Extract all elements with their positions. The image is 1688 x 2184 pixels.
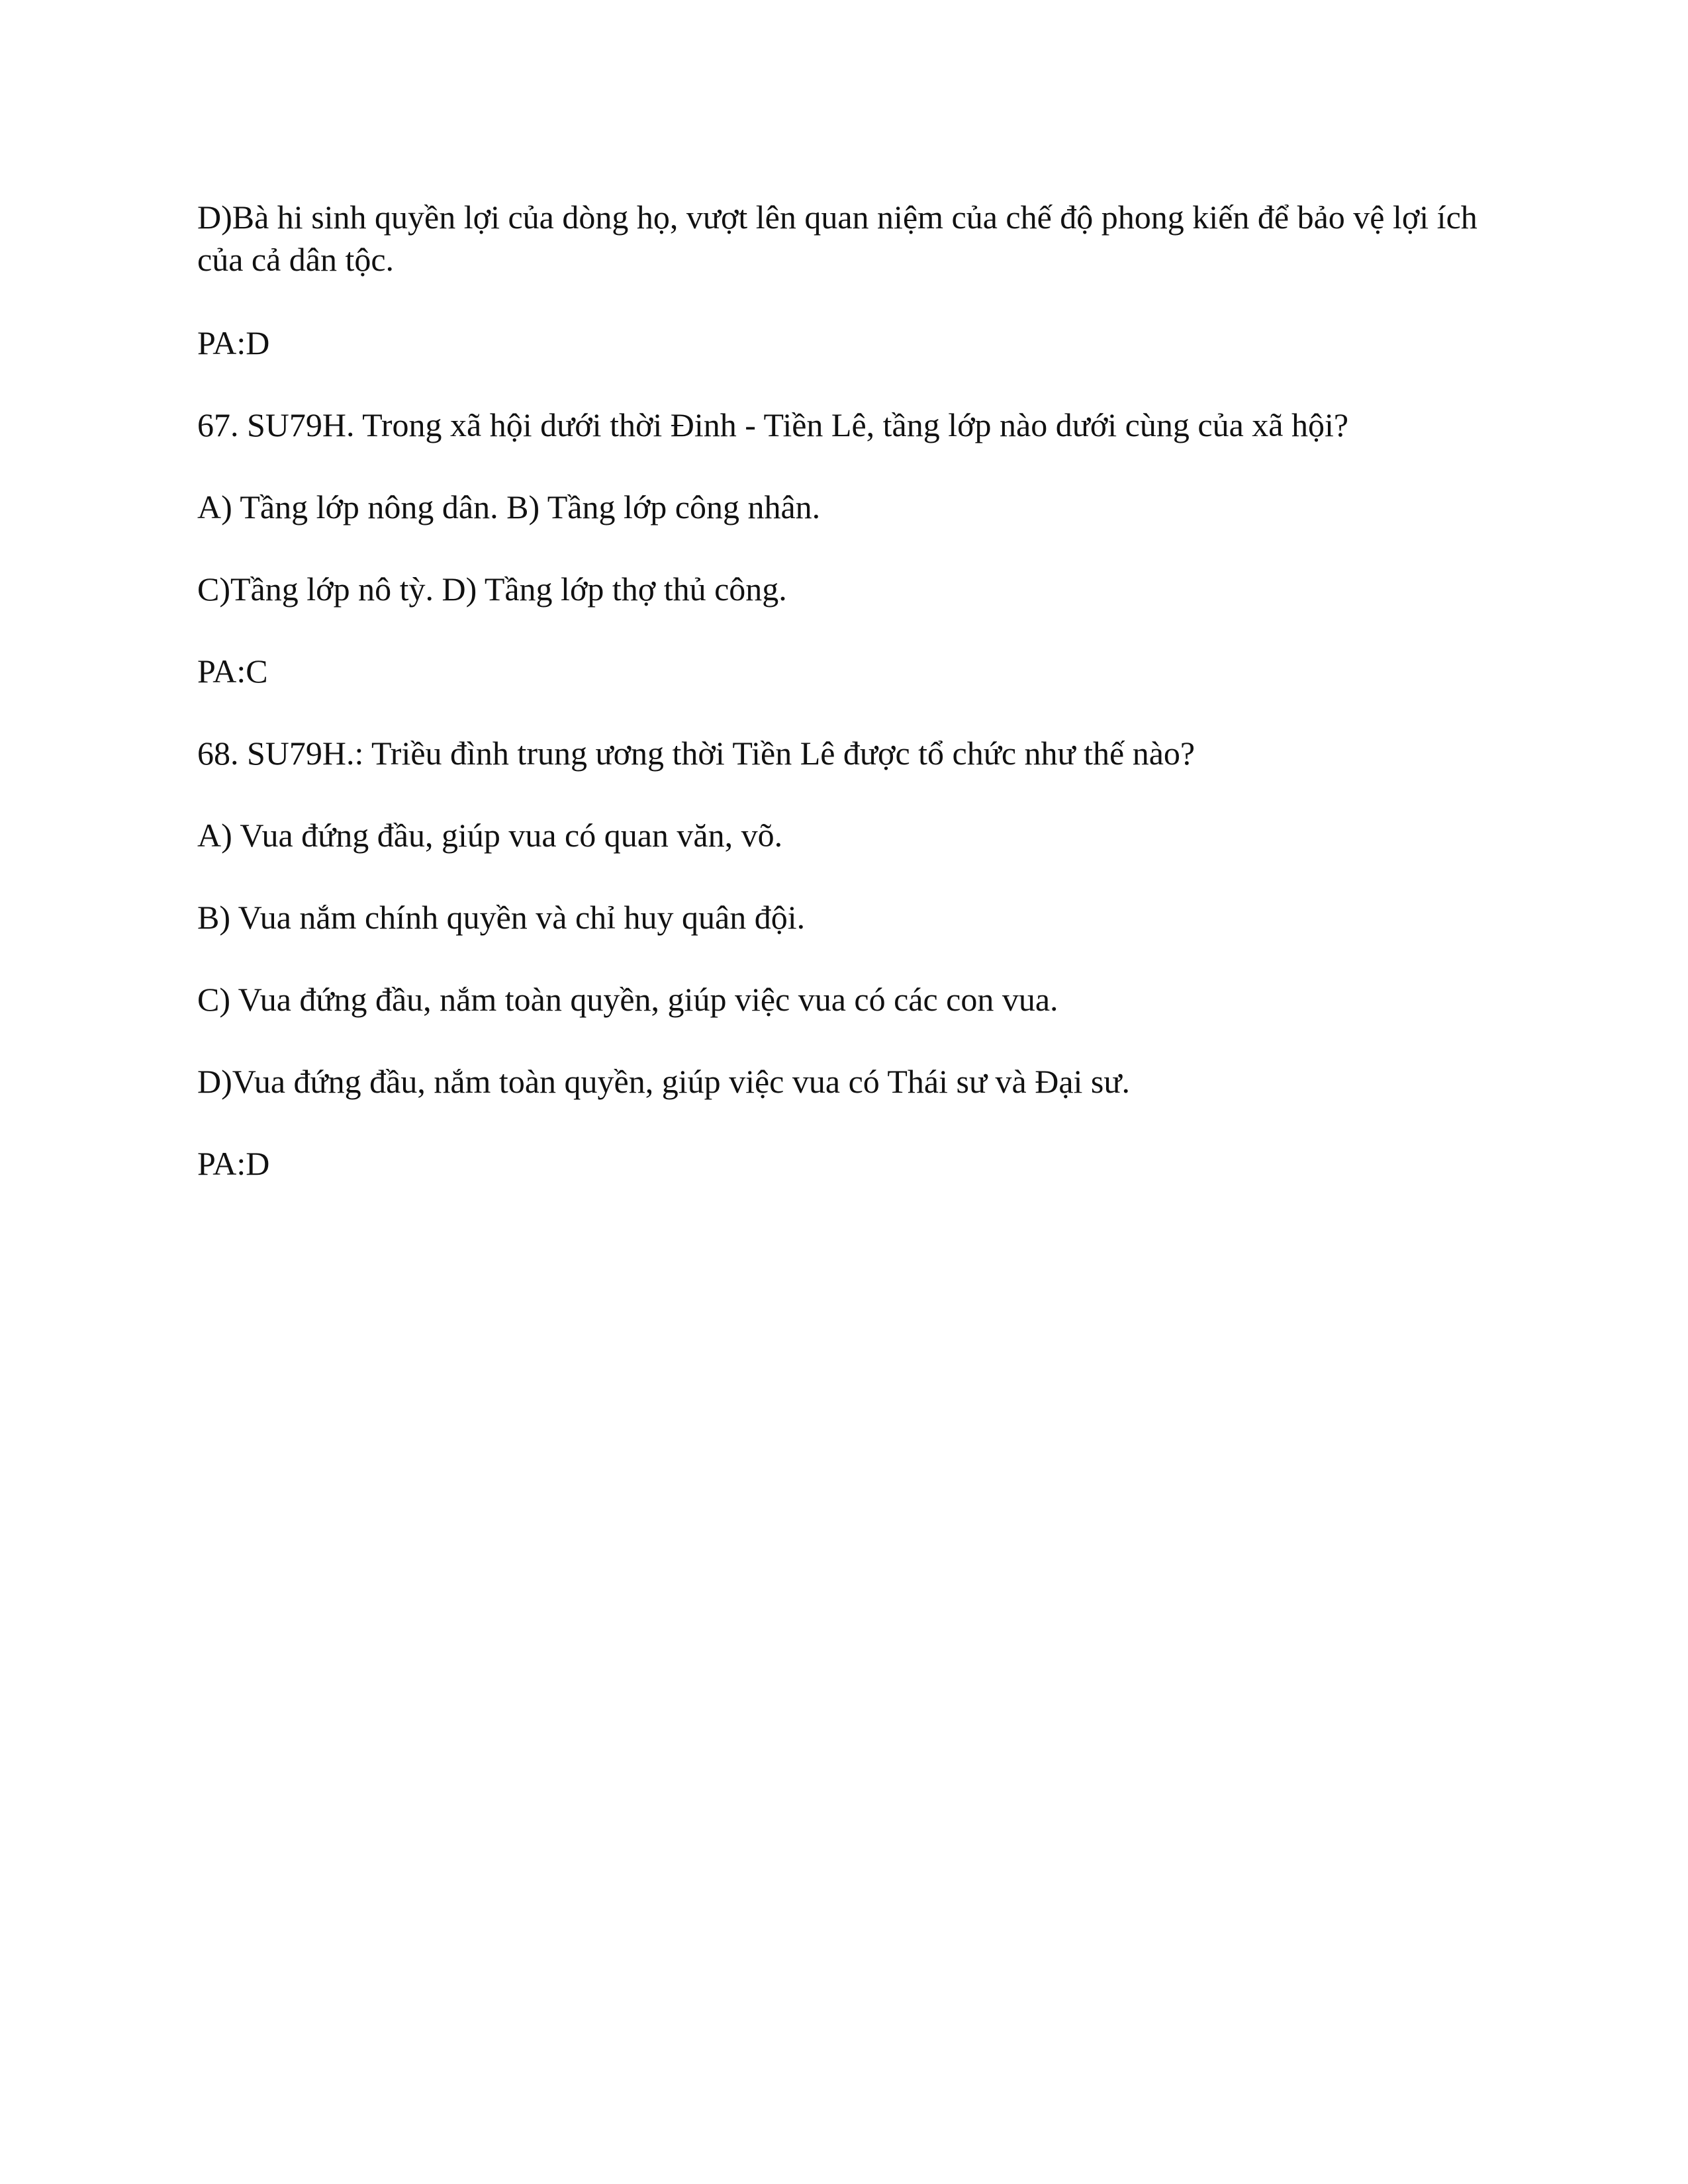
question-68-option-a: A) Vua đứng đầu, giúp vua có quan văn, võ. [197, 817, 783, 854]
question-68-option-b: B) Vua nắm chính quyền và chỉ huy quân đội. [197, 899, 806, 936]
answer-previous-question: PA:D [197, 324, 270, 361]
question-68-answer: PA:D [197, 1145, 270, 1182]
question-67-options-a-b: A) Tầng lớp nông dân. B) Tầng lớp công nhân. [197, 488, 821, 525]
question-67: 67. SU79H. Trong xã hội dưới thời Đinh - Tiền Lê, tầng lớp nào dưới cùng của xã hội? [197, 406, 1349, 443]
question-68: 68. SU79H.: Triều đình trung ương thời Tiền Lê được tổ chức như thế nào? [197, 735, 1196, 772]
question-68-option-c: C) Vua đứng đầu, nắm toàn quyền, giúp việc vua có các con vua. [197, 981, 1058, 1018]
option-d-previous-question [197, 196, 1495, 281]
question-68-option-d: D)Vua đứng đầu, nắm toàn quyền, giúp việc vua có Thái sư và Đại sư. [197, 1063, 1130, 1100]
question-67-options-c-d: C)Tầng lớp nô tỳ. D) Tầng lớp thợ thủ công. [197, 570, 787, 608]
option-d-line-1: D)Bà hi sinh quyền lợi của dòng họ, vượt lên quan niệm của chế độ phong kiến để bảo vệ lợi ích [197, 199, 1477, 236]
question-67-answer: PA:C [197, 653, 268, 690]
option-d-line-2: của cả dân tộc. [197, 241, 395, 278]
